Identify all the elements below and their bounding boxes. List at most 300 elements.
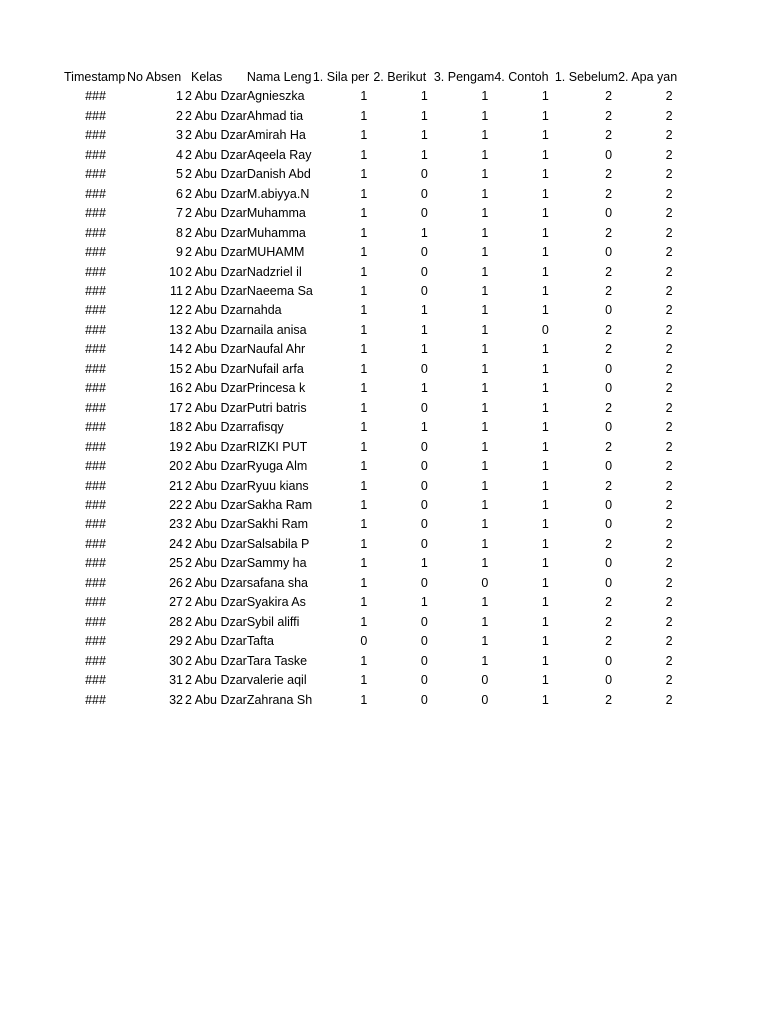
cell-timestamp: ### <box>85 381 106 396</box>
cell-q2: 1 <box>420 147 428 162</box>
cell-q2: 0 <box>420 692 428 707</box>
cell-no-absen: 29 <box>169 634 183 649</box>
cell-timestamp: ### <box>85 575 106 590</box>
cell-q1: 1 <box>360 264 368 279</box>
cell-kelas: 2 Abu Dzar <box>185 128 247 143</box>
cell-timestamp: ### <box>85 439 106 454</box>
cell-q6: 2 <box>665 225 673 240</box>
cell-q3: 0 <box>481 692 489 707</box>
cell-kelas: 2 Abu Dzar <box>185 283 247 298</box>
cell-q3: 1 <box>481 381 489 396</box>
cell-q6: 2 <box>665 614 673 629</box>
cell-timestamp: ### <box>85 342 106 357</box>
cell-timestamp: ### <box>85 147 106 162</box>
cell-q6: 2 <box>665 167 673 182</box>
cell-timestamp: ### <box>85 536 106 551</box>
table-row <box>64 204 679 223</box>
cell-no-absen: 25 <box>169 556 183 571</box>
cell-q2: 0 <box>420 459 428 474</box>
cell-q1: 1 <box>360 322 368 337</box>
cell-no-absen: 27 <box>169 595 183 610</box>
cell-q6: 2 <box>665 517 673 532</box>
cell-no-absen: 3 <box>176 128 183 143</box>
cell-q5: 2 <box>605 536 613 551</box>
cell-kelas: 2 Abu Dzar <box>185 420 247 435</box>
cell-q6: 2 <box>665 634 673 649</box>
table-row <box>64 477 679 496</box>
cell-kelas: 2 Abu Dzar <box>185 381 247 396</box>
cell-q3: 1 <box>481 303 489 318</box>
header-q3: 3. Pengam <box>433 70 495 84</box>
table-row <box>64 613 679 632</box>
cell-timestamp: ### <box>85 361 106 376</box>
cell-q4: 1 <box>541 459 549 474</box>
cell-nama: Sammy ha <box>246 556 307 571</box>
cell-nama: Princesa k <box>246 381 306 396</box>
cell-kelas: 2 Abu Dzar <box>185 634 247 649</box>
cell-q5: 0 <box>605 575 613 590</box>
cell-q5: 2 <box>605 478 613 493</box>
cell-timestamp: ### <box>85 264 106 279</box>
cell-no-absen: 24 <box>169 536 183 551</box>
cell-q2: 0 <box>420 497 428 512</box>
cell-kelas: 2 Abu Dzar <box>185 108 247 123</box>
header-row <box>64 68 679 87</box>
cell-q3: 1 <box>481 653 489 668</box>
cell-q3: 1 <box>481 595 489 610</box>
cell-q4: 1 <box>541 128 549 143</box>
cell-q3: 1 <box>481 245 489 260</box>
table-row <box>64 165 679 184</box>
cell-timestamp: ### <box>85 186 106 201</box>
cell-q5: 2 <box>605 264 613 279</box>
header-kelas <box>185 68 247 87</box>
cell-no-absen: 23 <box>169 517 183 532</box>
cell-q6: 2 <box>665 283 673 298</box>
cell-q4: 1 <box>541 264 549 279</box>
cell-nama: rafisqy <box>246 420 284 435</box>
cell-q2: 0 <box>420 186 428 201</box>
cell-no-absen: 17 <box>169 400 183 415</box>
cell-q5: 2 <box>605 322 613 337</box>
cell-q3: 1 <box>481 536 489 551</box>
table-row <box>64 185 679 204</box>
cell-nama: RIZKI PUT <box>246 439 308 454</box>
cell-nama: Muhamma <box>246 206 306 221</box>
header-q6: 2. Apa yan <box>618 70 678 84</box>
cell-q5: 0 <box>605 420 613 435</box>
cell-timestamp: ### <box>85 400 106 415</box>
cell-q1: 1 <box>360 342 368 357</box>
cell-no-absen: 11 <box>170 283 183 298</box>
cell-q5: 0 <box>605 206 613 221</box>
cell-no-absen: 1 <box>176 89 183 104</box>
cell-no-absen: 6 <box>176 186 183 201</box>
data-table <box>64 68 679 710</box>
header-q5: 1. Sebelum <box>554 70 619 84</box>
cell-no-absen: 30 <box>169 653 183 668</box>
cell-nama: M.abiyya.N <box>246 186 310 201</box>
cell-nama: valerie aqil <box>246 673 307 688</box>
spreadsheet-page <box>64 68 679 710</box>
cell-q2: 0 <box>420 517 428 532</box>
cell-q3: 1 <box>481 439 489 454</box>
cell-q1: 1 <box>360 653 368 668</box>
cell-q1: 1 <box>360 420 368 435</box>
cell-timestamp: ### <box>85 225 106 240</box>
cell-q3: 1 <box>481 420 489 435</box>
cell-kelas: 2 Abu Dzar <box>185 167 247 182</box>
cell-q1: 1 <box>360 303 368 318</box>
cell-q5: 0 <box>605 381 613 396</box>
cell-q5: 2 <box>605 342 613 357</box>
cell-kelas: 2 Abu Dzar <box>185 536 247 551</box>
cell-q4: 1 <box>541 478 549 493</box>
cell-q1: 1 <box>360 692 368 707</box>
cell-timestamp: ### <box>85 245 106 260</box>
table-body <box>64 87 679 710</box>
cell-no-absen: 22 <box>169 497 183 512</box>
cell-q2: 1 <box>420 595 428 610</box>
cell-no-absen: 21 <box>169 478 183 493</box>
cell-q1: 1 <box>360 400 368 415</box>
cell-q1: 1 <box>360 206 368 221</box>
cell-nama: Tara Taske <box>246 653 308 668</box>
cell-q1: 1 <box>360 459 368 474</box>
cell-q4: 1 <box>541 108 549 123</box>
cell-q3: 1 <box>481 108 489 123</box>
cell-no-absen: 4 <box>176 147 183 162</box>
cell-no-absen: 16 <box>169 381 183 396</box>
cell-q2: 0 <box>420 400 428 415</box>
cell-q6: 2 <box>665 575 673 590</box>
cell-q4: 1 <box>541 206 549 221</box>
cell-no-absen: 32 <box>169 692 183 707</box>
cell-q3: 1 <box>481 186 489 201</box>
cell-kelas: 2 Abu Dzar <box>185 556 247 571</box>
cell-timestamp: ### <box>85 517 106 532</box>
cell-q3: 1 <box>481 283 489 298</box>
cell-q5: 0 <box>605 303 613 318</box>
cell-q1: 1 <box>360 556 368 571</box>
cell-q4: 1 <box>541 167 549 182</box>
cell-q6: 2 <box>665 361 673 376</box>
cell-q6: 2 <box>665 342 673 357</box>
cell-kelas: 2 Abu Dzar <box>185 245 247 260</box>
cell-q6: 2 <box>665 322 673 337</box>
header-q1: 1. Sila per <box>312 70 370 84</box>
header-no-absen: No Absen <box>127 70 182 84</box>
cell-q6: 2 <box>665 245 673 260</box>
cell-q2: 0 <box>420 206 428 221</box>
cell-nama: Aqeela Ray <box>246 147 312 162</box>
cell-timestamp: ### <box>85 673 106 688</box>
cell-q4: 1 <box>541 634 549 649</box>
cell-timestamp: ### <box>85 89 106 104</box>
cell-no-absen: 13 <box>169 322 183 337</box>
cell-nama: naila anisa <box>246 322 307 337</box>
cell-q5: 0 <box>605 245 613 260</box>
cell-no-absen: 10 <box>169 264 183 279</box>
cell-q6: 2 <box>665 673 673 688</box>
cell-q3: 1 <box>481 322 489 337</box>
cell-q1: 1 <box>360 147 368 162</box>
cell-q5: 0 <box>605 497 613 512</box>
cell-kelas: 2 Abu Dzar <box>185 614 247 629</box>
cell-q1: 1 <box>360 614 368 629</box>
cell-q4: 1 <box>541 536 549 551</box>
cell-q3: 1 <box>481 634 489 649</box>
cell-q4: 1 <box>541 225 549 240</box>
cell-nama: safana sha <box>246 575 309 590</box>
table-row <box>64 399 679 418</box>
table-row <box>64 87 679 106</box>
cell-q4: 1 <box>541 186 549 201</box>
cell-timestamp: ### <box>85 167 106 182</box>
table-row <box>64 107 679 126</box>
cell-q3: 1 <box>481 478 489 493</box>
cell-timestamp: ### <box>85 595 106 610</box>
cell-timestamp: ### <box>85 692 106 707</box>
cell-q2: 1 <box>420 303 428 318</box>
table-row <box>64 671 679 690</box>
table-row <box>64 301 679 320</box>
cell-nama: Putri batris <box>246 400 307 415</box>
cell-q5: 0 <box>605 517 613 532</box>
cell-q6: 2 <box>665 478 673 493</box>
cell-q4: 1 <box>541 673 549 688</box>
cell-no-absen: 14 <box>169 342 183 357</box>
cell-nama: Nadzriel il <box>246 264 302 279</box>
cell-q3: 1 <box>481 147 489 162</box>
cell-q4: 1 <box>541 381 549 396</box>
table-row <box>64 574 679 593</box>
cell-no-absen: 15 <box>169 361 183 376</box>
cell-q1: 1 <box>360 283 368 298</box>
cell-q5: 2 <box>605 595 613 610</box>
cell-q6: 2 <box>665 653 673 668</box>
cell-q6: 2 <box>665 186 673 201</box>
cell-timestamp: ### <box>85 478 106 493</box>
cell-no-absen: 12 <box>169 303 183 318</box>
cell-q4: 1 <box>541 439 549 454</box>
cell-q5: 0 <box>605 673 613 688</box>
cell-q6: 2 <box>665 381 673 396</box>
cell-q2: 0 <box>420 673 428 688</box>
cell-q3: 1 <box>481 89 489 104</box>
table-row <box>64 496 679 515</box>
cell-q4: 1 <box>541 517 549 532</box>
cell-q4: 1 <box>541 614 549 629</box>
cell-nama: Danish Abd <box>246 167 311 182</box>
cell-q2: 1 <box>420 128 428 143</box>
cell-no-absen: 8 <box>176 225 183 240</box>
cell-q5: 2 <box>605 108 613 123</box>
cell-q1: 1 <box>360 108 368 123</box>
cell-q2: 0 <box>420 283 428 298</box>
cell-no-absen: 18 <box>169 420 183 435</box>
cell-q5: 2 <box>605 225 613 240</box>
cell-no-absen: 26 <box>169 575 183 590</box>
cell-q1: 1 <box>360 497 368 512</box>
cell-nama: Naeema Sa <box>246 283 313 298</box>
cell-timestamp: ### <box>85 459 106 474</box>
cell-q2: 1 <box>420 420 428 435</box>
cell-nama: Ahmad tia <box>246 108 304 123</box>
cell-q3: 1 <box>481 497 489 512</box>
cell-q1: 1 <box>360 517 368 532</box>
cell-q2: 0 <box>420 634 428 649</box>
cell-q4: 1 <box>541 420 549 435</box>
cell-nama: Syakira As <box>246 595 306 610</box>
cell-kelas: 2 Abu Dzar <box>185 459 247 474</box>
cell-kelas: 2 Abu Dzar <box>185 439 247 454</box>
cell-q1: 1 <box>360 225 368 240</box>
table-row <box>64 438 679 457</box>
cell-timestamp: ### <box>85 556 106 571</box>
table-row <box>64 515 679 534</box>
cell-q5: 2 <box>605 167 613 182</box>
cell-q2: 0 <box>420 264 428 279</box>
cell-kelas: 2 Abu Dzar <box>185 673 247 688</box>
cell-q2: 1 <box>420 322 428 337</box>
cell-nama: Muhamma <box>246 225 306 240</box>
cell-nama: Ryuu kians <box>246 478 309 493</box>
table-row <box>64 243 679 262</box>
cell-q6: 2 <box>665 439 673 454</box>
cell-q1: 1 <box>360 245 368 260</box>
cell-q1: 1 <box>360 673 368 688</box>
cell-kelas: 2 Abu Dzar <box>185 186 247 201</box>
cell-q6: 2 <box>665 400 673 415</box>
cell-timestamp: ### <box>85 206 106 221</box>
cell-q4: 1 <box>541 283 549 298</box>
cell-q2: 0 <box>420 536 428 551</box>
table-row <box>64 263 679 282</box>
table-row <box>64 457 679 476</box>
cell-q3: 1 <box>481 517 489 532</box>
cell-q2: 0 <box>420 575 428 590</box>
cell-q1: 1 <box>360 595 368 610</box>
cell-q4: 1 <box>541 575 549 590</box>
cell-q6: 2 <box>665 108 673 123</box>
cell-nama: Naufal Ahr <box>246 342 306 357</box>
cell-q2: 0 <box>420 653 428 668</box>
table-row <box>64 360 679 379</box>
cell-no-absen: 31 <box>169 673 183 688</box>
table-row <box>64 126 679 145</box>
cell-timestamp: ### <box>85 653 106 668</box>
cell-timestamp: ### <box>85 634 106 649</box>
cell-q2: 0 <box>420 478 428 493</box>
table-row <box>64 593 679 612</box>
cell-q3: 1 <box>481 614 489 629</box>
cell-q2: 1 <box>420 225 428 240</box>
cell-kelas: 2 Abu Dzar <box>185 89 247 104</box>
cell-nama: Tafta <box>246 634 274 649</box>
cell-q3: 1 <box>481 459 489 474</box>
cell-q4: 1 <box>541 653 549 668</box>
cell-nama: Sakha Ram <box>246 497 313 512</box>
cell-q2: 1 <box>420 381 428 396</box>
cell-q5: 0 <box>605 361 613 376</box>
cell-q4: 1 <box>541 89 549 104</box>
cell-q2: 0 <box>420 245 428 260</box>
cell-q2: 0 <box>420 439 428 454</box>
cell-kelas: 2 Abu Dzar <box>185 400 247 415</box>
cell-q2: 0 <box>420 167 428 182</box>
cell-no-absen: 7 <box>176 206 183 221</box>
cell-q3: 0 <box>481 575 489 590</box>
cell-timestamp: ### <box>85 614 106 629</box>
cell-kelas: 2 Abu Dzar <box>185 517 247 532</box>
cell-nama: MUHAMM <box>246 245 305 260</box>
cell-q2: 1 <box>420 342 428 357</box>
cell-timestamp: ### <box>85 283 106 298</box>
cell-q1: 1 <box>360 439 368 454</box>
cell-q5: 2 <box>605 283 613 298</box>
cell-nama: Ryuga Alm <box>246 459 308 474</box>
cell-q1: 1 <box>360 186 368 201</box>
header-nama: Nama Leng <box>246 70 312 84</box>
cell-q6: 2 <box>665 264 673 279</box>
cell-q1: 0 <box>360 634 368 649</box>
cell-q5: 2 <box>605 634 613 649</box>
cell-no-absen: 2 <box>176 108 183 123</box>
cell-q6: 2 <box>665 128 673 143</box>
cell-q3: 1 <box>481 400 489 415</box>
cell-kelas: 2 Abu Dzar <box>185 478 247 493</box>
cell-kelas: 2 Abu Dzar <box>185 303 247 318</box>
table-row <box>64 554 679 573</box>
cell-timestamp: ### <box>85 322 106 337</box>
cell-q6: 2 <box>665 497 673 512</box>
cell-q3: 0 <box>481 673 489 688</box>
table-row <box>64 340 679 359</box>
cell-q4: 1 <box>541 400 549 415</box>
cell-q5: 0 <box>605 653 613 668</box>
cell-q4: 1 <box>541 595 549 610</box>
table-row <box>64 224 679 243</box>
table-row <box>64 379 679 398</box>
cell-q6: 2 <box>665 206 673 221</box>
cell-q5: 0 <box>605 459 613 474</box>
cell-nama: Nufail arfa <box>246 361 304 376</box>
cell-q3: 1 <box>481 342 489 357</box>
cell-q1: 1 <box>360 167 368 182</box>
cell-q3: 1 <box>481 206 489 221</box>
cell-q1: 1 <box>360 536 368 551</box>
cell-q2: 1 <box>420 108 428 123</box>
cell-q5: 2 <box>605 400 613 415</box>
cell-q6: 2 <box>665 692 673 707</box>
cell-q4: 1 <box>541 147 549 162</box>
cell-q6: 2 <box>665 459 673 474</box>
cell-q3: 1 <box>481 167 489 182</box>
cell-kelas: 2 Abu Dzar <box>185 595 247 610</box>
cell-no-absen: 5 <box>176 167 183 182</box>
cell-q4: 0 <box>541 322 549 337</box>
header-kelas-label: Kelas <box>191 70 223 84</box>
cell-q6: 2 <box>665 303 673 318</box>
header-q2: 2. Berikut <box>373 70 427 84</box>
cell-kelas: 2 Abu Dzar <box>185 361 247 376</box>
cell-kelas: 2 Abu Dzar <box>185 692 247 707</box>
cell-kelas: 2 Abu Dzar <box>185 206 247 221</box>
cell-no-absen: 19 <box>169 439 183 454</box>
cell-timestamp: ### <box>85 108 106 123</box>
table-row <box>64 691 679 710</box>
